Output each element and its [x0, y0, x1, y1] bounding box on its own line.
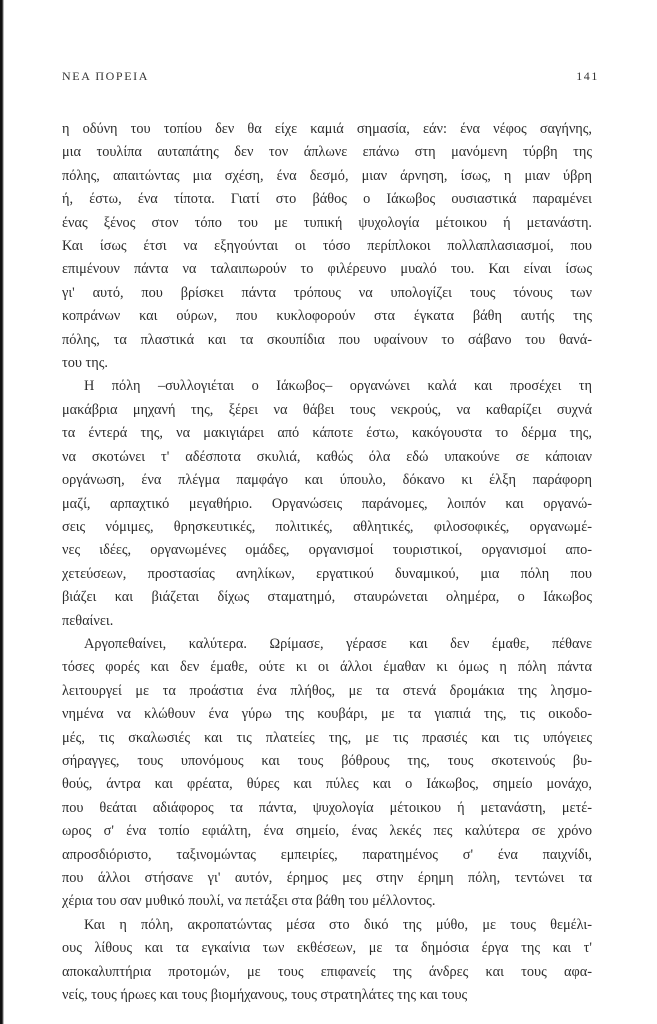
text-line: πόλης, απαιτώντας μια σχέση, ένα δεσμό, μιαν άρνηση, ίσως, η μιαν ύβρη: [62, 167, 592, 184]
running-header: [62, 69, 599, 84]
text-line: Και ίσως έτσι να εξηγούνται οι τόσο περίπλοκοι πολλαπλασιασμοί, που: [62, 238, 592, 255]
text-line: νες ιδέες, οργανωμένες ομάδες, οργανισμοί τουριστικοί, οργανισμοί απο-: [62, 542, 592, 559]
text-line: που άλλοι στήσανε γι' αυτόν, έρημος μες στην έρημη πόλη, τεντώνει τα: [62, 870, 592, 886]
page-number: 141: [576, 69, 599, 83]
text-line: απροσδιόριστο, ταξινομώντας εμπειρίες, παρατημένος σ' ένα παιχνίδι,: [62, 846, 592, 863]
text-line: οργάνωση, ένα πλέγμα παμφάγο και ύπουλο, δόκανο κι έλξη παράφορη: [62, 472, 592, 489]
text-line: μια τουλίπα αυταπάτης δεν τον άπλωνε επάνω στη μανόμενη τύρβη της: [62, 144, 592, 161]
text-line: σήραγγες, τους υπονόμους και τους βόθρους της, τους σκοτεινούς βυ-: [62, 752, 592, 769]
text-line: επιμένουν πάντα να ταλαιπωρούν το φιλέρευνο μυαλό του. Και είναι ίσως: [62, 261, 592, 278]
paragraph: [62, 914, 592, 1008]
text-line: που θεάται αδιάφορος τα πάντα, ψυχολογία μέτοικου ή μετανάστη, μετέ-: [62, 799, 592, 816]
text-line: σεις νόμιμες, θρησκευτικές, πολιτικές, αθλητικές, φιλοσοφικές, οργανωμέ-: [62, 518, 592, 535]
text-line: μές, τις σκαλωσιές και τις πλατείες της, με τις πρασιές και τις υπόγειες: [62, 729, 592, 746]
text-line: του της.: [62, 355, 109, 372]
text-line: γι' αυτό, που βρίσκει πάντα τρόπους να υπολογίζει τους τόνους των: [62, 284, 592, 301]
paragraph: [62, 375, 592, 632]
text-line: βιάζει και βιάζεται δίχως σταματημό, σταυρώνεται ολημέρα, ο Ιάκωβος: [62, 589, 592, 606]
text-line: τα έντερά της, να μακιγιάρει από κάποτε έστω, κακόγουστα το δέρμα της,: [62, 425, 592, 442]
text-line: κοπράνων και ούρων, που κυκλοφορούν στα έγκατα βάθη αυτής της: [62, 308, 592, 325]
text-line: ή, έστω, ένα τίποτα. Γιατί στο βάθος ο Ιάκωβος ουσιαστικά παραμένει: [62, 191, 592, 208]
paragraph: [62, 118, 592, 375]
text-line: Η πόλη –συλλογιέται ο Ιάκωβος– οργανώνει καλά και προσέχει τη: [84, 378, 592, 395]
text-line: η οδύνη του τοπίου δεν θα είχε καμιά σημασία, εάν: ένα νέφος σαγήνης,: [62, 121, 592, 137]
text-line: νείς, τους ήρωες και τους βιομήχανους, τους στρατηλάτες της και τους: [62, 987, 468, 1004]
running-title: ΝΕΑ ΠΟΡΕΙΑ: [62, 69, 149, 83]
text-line: τόσες φορές και δεν έμαθε, ούτε κι οι άλλοι έμαθαν κι όμως η πόλη πάντα: [62, 659, 592, 676]
text-line: θούς, άντρα και φρέατα, θύρες και πύλες και ο Ιάκωβος, σημείο μονάχο,: [62, 776, 592, 793]
paragraph: [62, 633, 592, 914]
text-line: ένας ξένος στον τόπο του με τυπική ψυχολογία μέτοικου ή μετανάστη.: [62, 214, 592, 231]
text-line: μαζί, αρπαχτικό μεγαθήριο. Οργανώσεις παράνομες, λοιπόν και οργανώ-: [62, 495, 592, 512]
text-line: Αργοπεθαίνει, καλύτερα. Ωρίμασε, γέρασε και δεν έμαθε, πέθανε: [84, 635, 592, 652]
text-line: μακάβρια μηχανή της, ξέρει να θάβει τους νεκρούς, να καθαρίζει συχνά: [62, 401, 592, 418]
text-line: πόλης, τα πλαστικά και τα σκουπίδια που υφαίνουν το σάβανο του θανά-: [62, 331, 592, 348]
text-line: χέρια του σαν μυθικό πουλί, να πετάξει στα βάθη του μέλλοντος.: [62, 893, 436, 910]
page-binding-edge: [0, 0, 4, 1024]
text-line: λειτουργεί με τα προάστια ένα πλήθος, με τα στενά δρομάκια της λησμο-: [62, 682, 592, 699]
text-line: να σκοτώνει τ' αδέσποτα σκυλιά, καθώς όλα εδώ υπακούνε σε κάποιαν: [62, 448, 592, 465]
text-line: ους λίθους και τα εγκαίνια των εκθέσεων, με τα δημόσια έργα της και τ': [62, 940, 592, 957]
text-line: Και η πόλη, ακροπατώντας μέσα στο δικό της μύθο, με τους θεμέλι-: [84, 916, 592, 933]
text-line: αποκαλυπτήρια προτομών, με τους επιφανείς της άνδρες και τους αφα-: [62, 963, 592, 980]
text-line: πεθαίνει.: [62, 612, 114, 629]
text-line: ωρος σ' ένα τοπίο εφιάλτη, ένα σημείο, ένας λεκές πες καλύτερα σε χρόνο: [62, 823, 592, 840]
text-line: νημένα να κλώθουν ένα γύρω της κουβάρι, με τα γιαπιά της, τις οικοδο-: [62, 706, 592, 723]
body-text: [62, 118, 592, 1007]
text-line: χετεύσεων, προστασίας ανηλίκων, εργατικού δυναμικού, μια πόλη που: [62, 565, 592, 582]
